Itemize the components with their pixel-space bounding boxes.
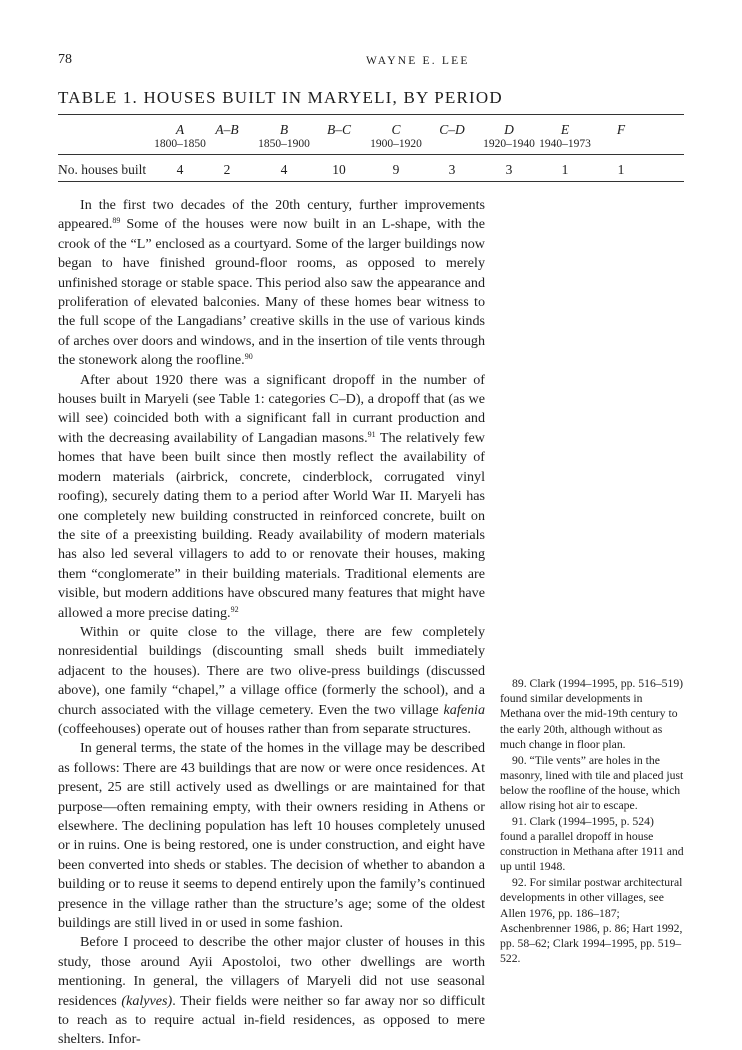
column-letter: A	[175, 122, 185, 137]
column-letter: B	[279, 122, 289, 137]
paragraph: Before I proceed to describe the other major cluster of houses in this study, those around Ayii Apostoloi, two other dwellings are worth mentioning. In general, the villagers of Maryeli did not use seasonal residences (kalyves). Their fields were neither so far away nor so difficult to reach as to require actual in-field residences, as opposed to mere shelters. Infor-	[58, 934, 485, 1048]
column-letter: D	[504, 122, 514, 137]
table-cell: 10	[332, 162, 346, 177]
paragraph: In the first two decades of the 20th century, further improvements appeared.$^{89}$ Some of the houses were now built in an L-shape, with the crook of the “L” enclosed as a courtyard. Some of the larger buildings now began to have finished ground-floor rooms, as opposed to merely unfinished storage or stable space. This period also saw the appearance and proliferation of elevated balconies. Many of these homes bear witness to the full scope of the Langadians’ creative skills in the use of various kinds of arches over doors and windows, and in the insertion of tile vents through the stonework along the roofline.$^{90}$	[58, 197, 485, 369]
column-years: 1900–1920	[370, 138, 422, 150]
table-cell: 3	[448, 162, 456, 177]
table-cell: 4	[280, 162, 288, 177]
footnote-ref: 89	[112, 216, 121, 226]
table-header-rule	[58, 154, 684, 155]
column-years: 1850–1900	[258, 138, 310, 150]
footnote: 90. “Tile vents” are holes in the masonry, lined with tile and placed just below the roofline of the house, which allow rising hot air to escape.	[500, 753, 684, 813]
column-letter: E	[560, 122, 570, 137]
footnote-ref: 91	[367, 429, 376, 439]
table-bottom-rule	[58, 181, 684, 182]
body-text	[58, 196, 485, 1050]
footnote-ref: 90	[244, 352, 253, 362]
table-cell: 1	[561, 162, 569, 177]
page-number: 78	[58, 52, 72, 67]
paragraph: After about 1920 there was a significant dropoff in the number of houses built in Maryeli (see Table 1: categories C–D), a dropoff that (as we will see) coincided both with a significant fall in currant production and with the decreasing availability of Langadian masons.$^{91}$ The relatively few homes that have been built since then mostly reflect the availability of modern materials (airbrick, concrete, cinderblock, corrugated vinyl roofing), securely dating them to a period after World War II. Maryeli has one completely new building constructed in reinforced concrete, built on the site of a preexisting building. Ready availability of modern materials has also led several villagers to add to or renovate their houses, making them “conglomerate” in their building materials. Traditional elements are visible, but modern additions have obscured many features that might have allowed a more precise dating.$^{92}$	[58, 371, 485, 621]
column-letter: C–D	[439, 122, 465, 137]
row-label: No. houses built	[58, 162, 147, 177]
table-cell: 4	[176, 162, 184, 177]
running-head-author: WAYNE E. LEE	[366, 55, 470, 67]
table-top-rule	[58, 114, 684, 115]
table-cell: 2	[223, 162, 231, 177]
footnote-ref: 92	[230, 604, 239, 614]
table-cell: 1	[617, 162, 625, 177]
table-cell: 3	[505, 162, 513, 177]
footnote: 91. Clark (1994–1995, p. 524) found a parallel dropoff in house construction in Methana after 1911 and up until 1948.	[500, 814, 684, 874]
column-letter: C	[391, 122, 401, 137]
paragraph: Within or quite close to the village, there are few completely nonresidential buildings (discounting small sheds built immediately adjacent to the houses). There are two olive-press buildings (discussed above), one family “chapel,” a village office (formerly the school), and a church associated with the village cemetery. Even the two village kafenia (coffeehouses) operate out of houses rather than from separate structures.	[58, 623, 485, 737]
footnotes	[500, 676, 684, 967]
column-years: 1800–1850	[154, 138, 206, 150]
footnote: 92. For similar postwar architectural developments in other villages, see Allen 1976, pp. 186–187; Aschenbrenner 1986, p. 86; Hart 1992, pp. 58–62; Clark 1994–1995, pp. 519–522.	[500, 876, 683, 966]
column-years: 1940–1973	[539, 138, 591, 150]
column-letter: F	[616, 122, 626, 137]
column-letter: A–B	[215, 122, 239, 137]
table-title: TABLE 1. HOUSES BUILT IN MARYELI, BY PERIOD	[58, 88, 503, 107]
paragraph: In general terms, the state of the homes in the village may be described as follows: There are 43 buildings that are now or were once residences. At present, 25 are still actively used as dwellings or are maintained for that purpose—often remaining empty, with their owners residing in Athens or elsewhere. The declining population has left 10 houses completely unused or in ruins. One is being restored, one is under construction, and eight have been converted into sheds or stables. The decision of whether to abandon a building or to reuse it seems to depend entirely upon the family’s continued presence in the village rather than the structure’s age; some of the oldest buildings are still lived in or used in some fashion.	[58, 740, 485, 932]
column-years: 1920–1940	[483, 138, 535, 150]
footnote: 89. Clark (1994–1995, pp. 516–519) found similar developments in Methana over the mid-19th century to the early 20th, although without as much change in floor plan.	[500, 677, 684, 751]
column-letter: B–C	[326, 122, 351, 137]
table-cell: 9	[392, 162, 400, 177]
